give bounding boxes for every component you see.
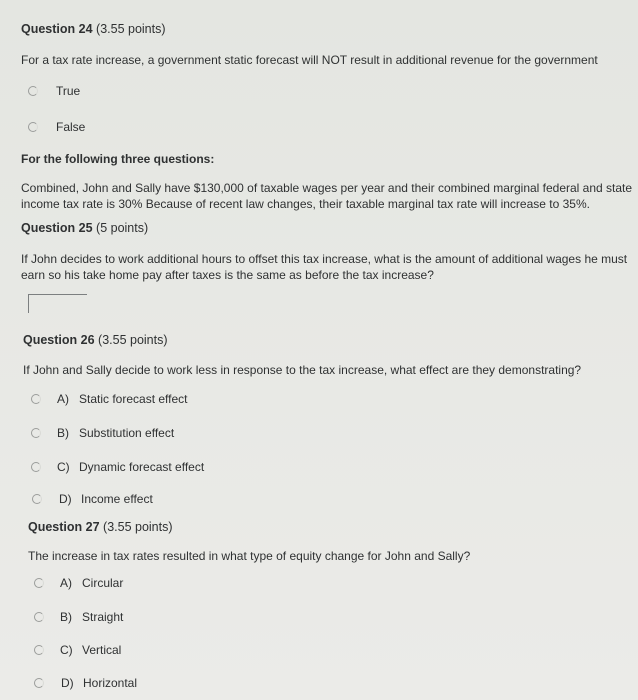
- option-a[interactable]: [31, 392, 188, 406]
- question-number: Question 27: [28, 520, 100, 534]
- option-label: False: [56, 120, 86, 134]
- radio-button-icon[interactable]: [34, 678, 44, 688]
- question-27-title: [28, 520, 173, 534]
- option-c[interactable]: [34, 643, 121, 657]
- radio-button-icon[interactable]: [31, 394, 41, 404]
- radio-button-icon[interactable]: [28, 86, 38, 96]
- option-label: Straight: [82, 610, 124, 624]
- option-letter: D): [61, 676, 74, 690]
- option-letter: C): [57, 460, 70, 474]
- radio-button-icon[interactable]: [34, 578, 44, 588]
- option-label: Income effect: [81, 492, 153, 506]
- option-letter: B): [60, 610, 72, 624]
- option-letter: A): [57, 392, 69, 406]
- option-label: True: [56, 84, 81, 98]
- option-label: Circular: [82, 576, 124, 590]
- radio-button-icon[interactable]: [32, 494, 42, 504]
- option-true[interactable]: [28, 84, 80, 98]
- question-points: (3.55 points): [96, 22, 166, 36]
- option-label: Static forecast effect: [79, 392, 188, 406]
- context-heading: For the following three questions:: [21, 152, 215, 166]
- radio-button-icon[interactable]: [31, 428, 41, 438]
- question-25-title: [21, 221, 148, 235]
- option-label: Substitution effect: [79, 426, 175, 440]
- option-label: Vertical: [82, 643, 122, 657]
- question-number: Question 26: [23, 333, 95, 347]
- question-points: (5 points): [96, 221, 149, 235]
- radio-button-icon[interactable]: [34, 612, 44, 622]
- radio-button-icon[interactable]: [31, 462, 41, 472]
- question-24-text: For a tax rate increase, a government static forecast will NOT result in additional revenue for the government: [21, 53, 598, 67]
- question-points: (3.55 points): [103, 520, 173, 534]
- option-a[interactable]: [34, 576, 123, 590]
- option-label: Horizontal: [83, 676, 138, 690]
- question-26-title: [23, 333, 168, 347]
- context-text: Combined, John and Sally have $130,000 of taxable wages per year and their combined marginal federal and state income tax rate is 30% Because of recent law changes, their taxable marginal tax rate will increase to 35%.: [21, 181, 633, 211]
- radio-button-icon[interactable]: [28, 122, 38, 132]
- option-d[interactable]: [32, 492, 153, 506]
- option-b[interactable]: [31, 426, 174, 440]
- option-letter: D): [59, 492, 72, 506]
- option-false[interactable]: [28, 120, 85, 134]
- radio-button-icon[interactable]: [34, 645, 44, 655]
- option-d[interactable]: [34, 676, 137, 690]
- question-points: (3.55 points): [98, 333, 168, 347]
- option-b[interactable]: [34, 610, 123, 624]
- option-letter: A): [60, 576, 72, 590]
- question-27-text: The increase in tax rates resulted in what type of equity change for John and Sally?: [28, 549, 471, 563]
- option-letter: C): [60, 643, 73, 657]
- option-c[interactable]: [31, 460, 204, 474]
- question-25-text: If John decides to work additional hours to offset this tax increase, what is the amount of additional wages he must earn so his take home pay after taxes is the same as before the tax increase?: [21, 252, 628, 282]
- question-26-text: If John and Sally decide to work less in response to the tax increase, what effect are they demonstrating?: [23, 363, 582, 377]
- question-number: Question 24: [21, 22, 93, 36]
- option-letter: B): [57, 426, 69, 440]
- option-label: Dynamic forecast effect: [79, 460, 205, 474]
- question-24-title: [21, 22, 166, 36]
- answer-input[interactable]: [28, 294, 87, 313]
- question-number: Question 25: [21, 221, 93, 235]
